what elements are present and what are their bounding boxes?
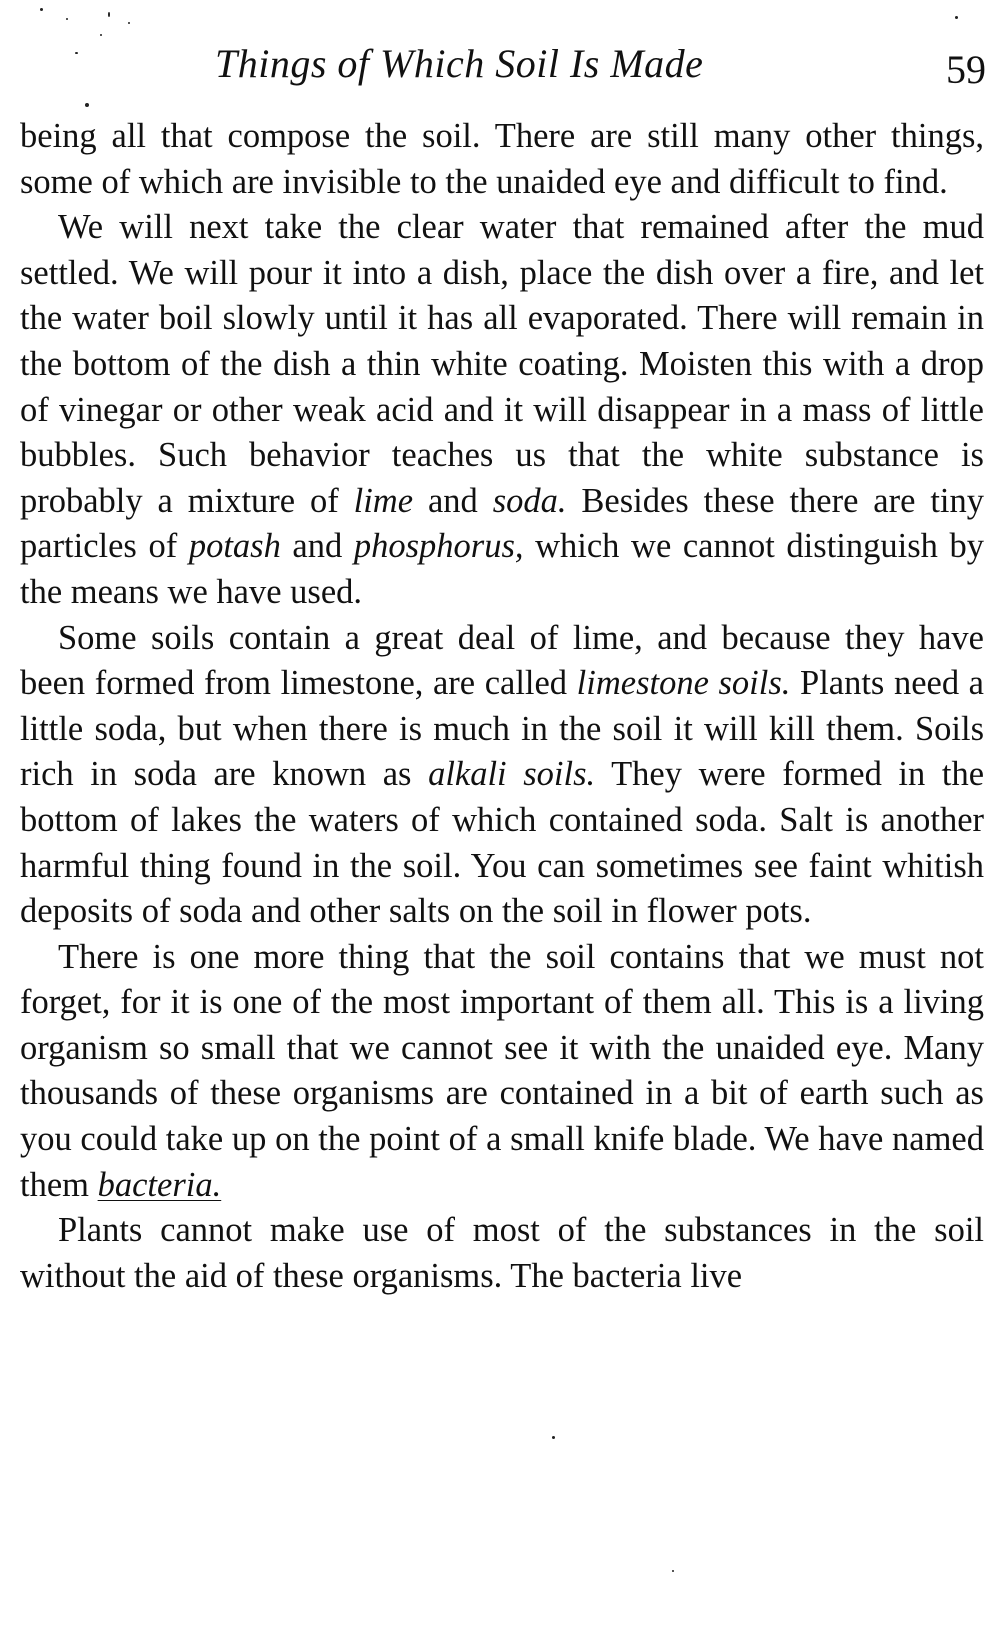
text-run: Plants need a little soda, but when there is much in the soil it will kill them. Soils rich in soda are known as xyxy=(20,664,984,794)
text-run: Some soils contain a great deal of lime, and because they have been formed from limestone, are called xyxy=(20,618,984,703)
emphasized-term: phosphorus, xyxy=(353,527,524,566)
paragraph xyxy=(20,1208,984,1299)
text-run: Besides these there are tiny particles of xyxy=(20,481,984,566)
scan-speck xyxy=(108,12,110,17)
text-run: which we cannot distinguish by the means we have used. xyxy=(20,527,984,611)
emphasized-term: alkali soils. xyxy=(428,755,596,794)
text-run: and xyxy=(413,481,493,520)
scan-speck xyxy=(128,22,130,24)
scan-speck xyxy=(552,1436,555,1439)
page-header xyxy=(0,40,1000,96)
text-run: We will next take the clear water that remained after the mud settled. We will pour it into a dish, place the dish over a fire, and let the water boil slowly until it has all evaporated. There will remain in the bottom of the dish a thin white coating. Moisten this with a drop of vinegar or other weak acid and it will disappear in a mass of little bubbles. Such behavior teaches us that the white substance is probably a mixture of xyxy=(20,208,984,520)
text-run: Plants cannot make use of most of the substances in the soil without the aid of these organisms. The bacteria live xyxy=(20,1211,984,1295)
text-run: They were formed in the bottom of lakes the waters of which contained soda. Salt is another harmful thing found in the soil. You can sometimes see faint whitish deposits of soda and other salts on the soil in flower pots. xyxy=(20,755,985,931)
emphasized-term: potash xyxy=(188,527,281,566)
emphasized-term: soda. xyxy=(492,481,567,520)
scan-speck xyxy=(955,16,958,19)
text-run: There is one more thing that the soil contains that we must not forget, for it is one of the most important of them all. This is a living organism so small that we cannot see it with the unaided eye. Many thousands of these organisms are contained in a bit of earth such as you could take up on the point of a small knife blade. We have named them xyxy=(20,937,984,1204)
emphasized-term: bacteria. xyxy=(97,1165,222,1204)
scan-speck xyxy=(40,8,43,11)
text-run: and xyxy=(280,527,354,566)
paragraph xyxy=(20,616,984,935)
paragraph xyxy=(20,205,984,615)
scan-speck xyxy=(66,18,68,20)
scan-speck xyxy=(672,1570,674,1572)
page-number: 59 xyxy=(946,47,986,92)
scan-speck xyxy=(85,103,89,107)
scan-speck xyxy=(100,34,102,36)
text-run: being all that compose the soil. There are still many other things, some of which are invisible to the unaided eye and difficult to find. xyxy=(20,117,984,201)
running-title: Things of Which Soil Is Made xyxy=(215,41,704,86)
emphasized-term: limestone soils. xyxy=(576,664,791,703)
body-text xyxy=(20,114,984,1299)
paragraph xyxy=(20,935,984,1209)
emphasized-term: lime xyxy=(353,481,414,520)
paragraph xyxy=(20,114,984,205)
